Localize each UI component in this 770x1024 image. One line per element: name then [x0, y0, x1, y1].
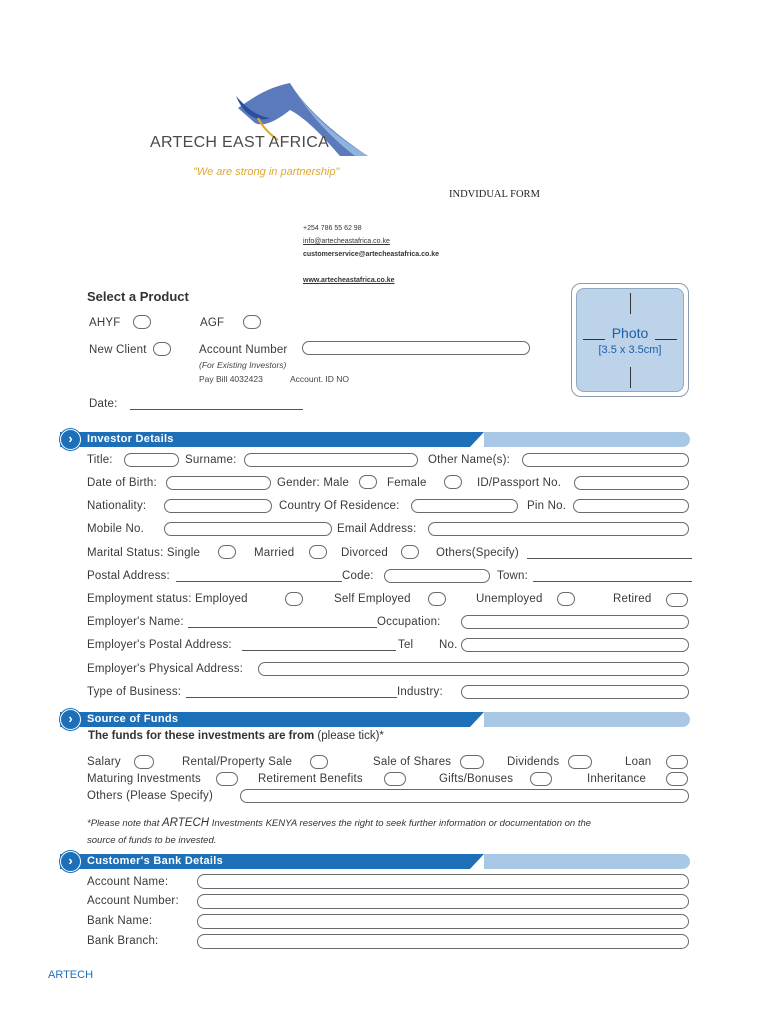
rental-checkbox[interactable]	[310, 755, 328, 769]
married-checkbox[interactable]	[309, 545, 327, 559]
form-title: INDVIDUAL FORM	[449, 189, 540, 200]
agf-checkbox[interactable]	[243, 315, 261, 329]
unemployed-label: Unemployed	[476, 593, 543, 605]
unemployed-checkbox[interactable]	[557, 592, 575, 606]
footer-text: ARTECH	[48, 969, 94, 981]
chevron-right-icon: ›	[60, 851, 81, 872]
salary-checkbox[interactable]	[134, 755, 154, 769]
employer-physical-label: Employer's Physical Address:	[87, 663, 244, 675]
married-label: Married	[254, 547, 295, 559]
funds-note-1b: ARTECH	[162, 817, 210, 829]
id-passport-field[interactable]	[574, 476, 689, 490]
investor-details-bar	[60, 432, 690, 447]
business-type-line[interactable]	[186, 697, 397, 698]
country-residence-label: Country Of Residence:	[279, 500, 400, 512]
other-names-field[interactable]	[522, 453, 689, 467]
date-line[interactable]	[130, 409, 303, 410]
self-employed-label: Self Employed	[334, 593, 411, 605]
pay-bill-label: Pay Bill 4032423	[199, 374, 263, 384]
dob-label: Date of Birth:	[87, 477, 157, 489]
funds-intro-bold: The funds for these investments are from	[88, 730, 315, 742]
date-label: Date:	[89, 398, 118, 410]
photo-bottom-line	[630, 367, 631, 388]
mobile-label: Mobile No.	[87, 523, 144, 535]
funds-note-line-2: source of funds to be invested.	[87, 835, 217, 846]
photo-size: [3.5 x 3.5cm]	[598, 344, 662, 356]
gifts-label: Gifts/Bonuses	[439, 773, 514, 785]
single-checkbox[interactable]	[218, 545, 236, 559]
funds-note-1a: *Please note that	[87, 818, 160, 829]
bank-details-bar	[60, 854, 690, 869]
retired-label: Retired	[613, 593, 652, 605]
photo-label: Photo	[611, 325, 649, 341]
website-link[interactable]: www.artecheastafrica.co.ke	[303, 277, 395, 284]
mobile-field[interactable]	[164, 522, 332, 536]
employer-postal-label: Employer's Postal Address:	[87, 639, 232, 651]
inheritance-checkbox[interactable]	[666, 772, 688, 786]
dob-field[interactable]	[166, 476, 271, 490]
existing-investors-note: (For Existing Investors)	[199, 360, 287, 370]
funds-intro	[88, 730, 384, 742]
female-label: Female	[387, 477, 427, 489]
industry-field[interactable]	[461, 685, 689, 699]
industry-label: Industry:	[397, 686, 443, 698]
funds-others-field[interactable]	[240, 789, 689, 803]
retired-checkbox[interactable]	[666, 593, 688, 607]
divorced-checkbox[interactable]	[401, 545, 419, 559]
town-line[interactable]	[533, 581, 692, 582]
dividends-checkbox[interactable]	[568, 755, 592, 769]
tagline: "We are strong in partnership"	[193, 166, 340, 178]
code-field[interactable]	[384, 569, 490, 583]
phone-number: +254 786 55 62 98	[303, 225, 362, 232]
title-field[interactable]	[124, 453, 179, 467]
funds-note-line-1	[87, 817, 591, 829]
email-label: Email Address:	[337, 523, 417, 535]
country-residence-field[interactable]	[411, 499, 518, 513]
salary-label: Salary	[87, 756, 121, 768]
select-product-heading: Select a Product	[87, 289, 189, 304]
shares-label: Sale of Shares	[373, 756, 452, 768]
employer-name-label: Employer's Name:	[87, 616, 184, 628]
town-label: Town:	[497, 570, 529, 582]
inheritance-label: Inheritance	[587, 773, 647, 785]
surname-label: Surname:	[185, 454, 237, 466]
tel-no-label: No.	[439, 639, 458, 651]
other-names-label: Other Name(s):	[428, 454, 511, 466]
account-number-label: Account Number	[199, 344, 288, 356]
email-field[interactable]	[428, 522, 689, 536]
maturing-checkbox[interactable]	[216, 772, 238, 786]
agf-label: AGF	[200, 317, 225, 329]
funds-others-label: Others (Please Specify)	[87, 790, 214, 802]
rental-label: Rental/Property Sale	[182, 756, 293, 768]
bank-account-number-field[interactable]	[197, 894, 689, 909]
funds-note-1c: Investments KENYA reserves the right to seek further information or documentation on the	[211, 818, 592, 829]
postal-label: Postal Address:	[87, 570, 170, 582]
photo-frame	[571, 283, 689, 397]
tel-field[interactable]	[461, 638, 689, 652]
nationality-label: Nationality:	[87, 500, 147, 512]
pin-label: Pin No.	[527, 500, 567, 512]
bank-details-heading: Customer's Bank Details	[87, 855, 224, 867]
source-of-funds-heading: Source of Funds	[87, 713, 179, 725]
email-customer-service-link[interactable]: customerservice@artecheastafrica.co.ke	[303, 251, 440, 258]
bank-branch-field[interactable]	[197, 934, 689, 949]
photo-placeholder[interactable]	[576, 288, 684, 392]
code-label: Code:	[342, 570, 374, 582]
employment-employed-label: Employment status: Employed	[87, 593, 248, 605]
business-type-label: Type of Business:	[87, 686, 182, 698]
others-specify-label: Others(Specify)	[436, 547, 519, 559]
employer-physical-field[interactable]	[258, 662, 689, 676]
female-checkbox[interactable]	[444, 475, 462, 489]
marital-single-label: Marital Status: Single	[87, 547, 201, 559]
account-id-label: Account. ID NO	[290, 374, 350, 384]
photo-top-line	[630, 293, 631, 314]
male-checkbox[interactable]	[359, 475, 377, 489]
others-specify-line[interactable]	[527, 558, 692, 559]
investor-details-heading: Investor Details	[87, 433, 174, 445]
source-of-funds-bar	[60, 712, 690, 727]
pin-field[interactable]	[573, 499, 689, 513]
new-client-checkbox[interactable]	[153, 342, 171, 356]
bank-branch-label: Bank Branch:	[87, 935, 159, 947]
loan-checkbox[interactable]	[666, 755, 688, 769]
tel-label: Tel	[398, 639, 414, 651]
retirement-label: Retirement Benefits	[258, 773, 363, 785]
email-info-link[interactable]: info@artecheastafrica.co.ke	[303, 238, 390, 245]
nationality-field[interactable]	[164, 499, 272, 513]
bank-account-name-field[interactable]	[197, 874, 689, 889]
retirement-checkbox[interactable]	[384, 772, 406, 786]
chevron-right-icon: ›	[60, 709, 81, 730]
employer-postal-line[interactable]	[242, 650, 396, 651]
chevron-right-icon: ›	[60, 429, 81, 450]
employer-name-line[interactable]	[188, 627, 377, 628]
divorced-label: Divorced	[341, 547, 388, 559]
bank-account-number-label: Account Number:	[87, 895, 179, 907]
bank-name-field[interactable]	[197, 914, 689, 929]
gifts-checkbox[interactable]	[530, 772, 552, 786]
account-number-field[interactable]	[302, 341, 530, 355]
postal-line[interactable]	[176, 581, 342, 582]
brand-name: ARTECH EAST AFRICA	[150, 134, 330, 151]
employed-checkbox[interactable]	[285, 592, 303, 606]
ahyf-label: AHYF	[89, 317, 121, 329]
shares-checkbox[interactable]	[460, 755, 484, 769]
logo	[140, 78, 380, 188]
bank-account-name-label: Account Name:	[87, 876, 169, 888]
occupation-field[interactable]	[461, 615, 689, 629]
funds-intro-rest: (please tick)*	[317, 730, 384, 742]
occupation-label: Occupation:	[377, 616, 441, 628]
loan-label: Loan	[625, 756, 652, 768]
ahyf-checkbox[interactable]	[133, 315, 151, 329]
gender-male-label: Gender: Male	[277, 477, 350, 489]
surname-field[interactable]	[244, 453, 418, 467]
self-employed-checkbox[interactable]	[428, 592, 446, 606]
id-passport-label: ID/Passport No.	[477, 477, 562, 489]
new-client-label: New Client	[89, 344, 147, 356]
maturing-label: Maturing Investments	[87, 773, 201, 785]
dividends-label: Dividends	[507, 756, 560, 768]
bank-name-label: Bank Name:	[87, 915, 153, 927]
title-label: Title:	[87, 454, 113, 466]
